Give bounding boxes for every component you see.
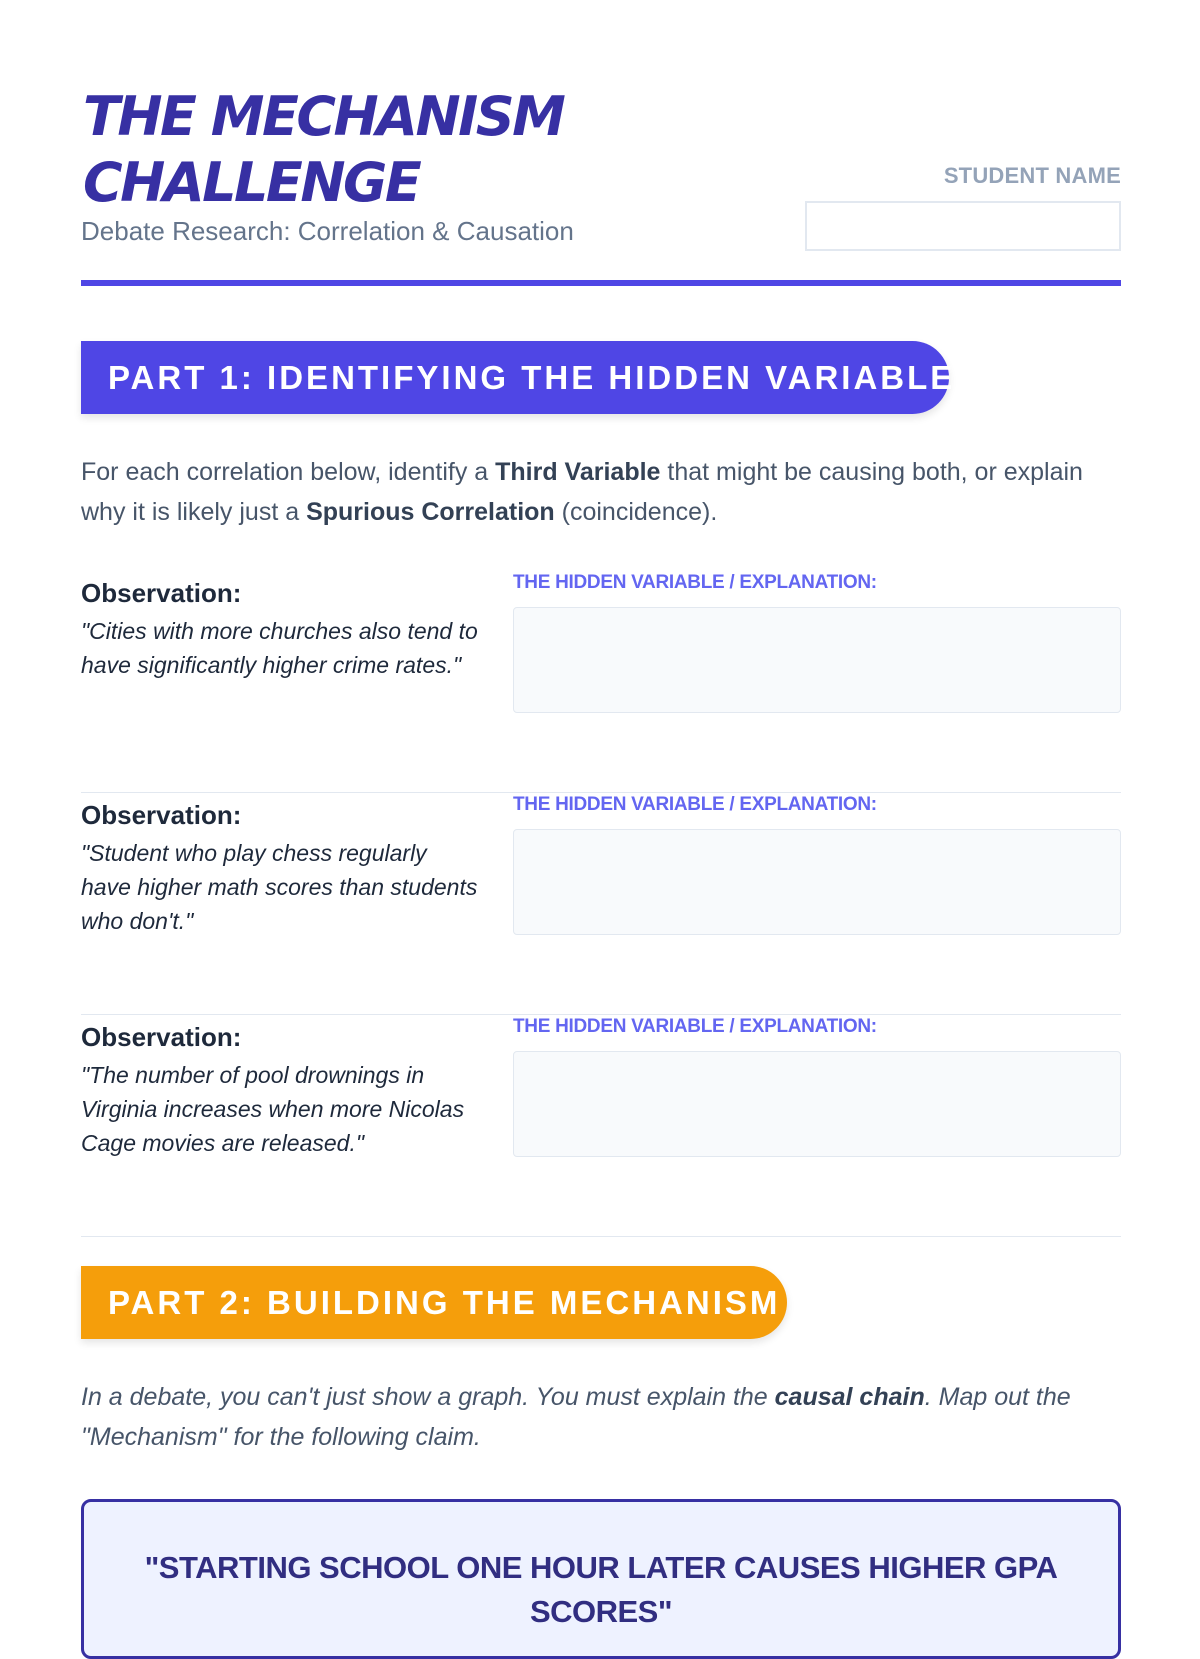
- observation-row: [81, 1014, 1121, 1237]
- hidden-variable-answer-field[interactable]: [513, 1051, 1121, 1157]
- part1-intro: [81, 452, 1121, 532]
- part2-heading: PART 2: BUILDING THE MECHANISM: [81, 1266, 787, 1339]
- claim-box: [81, 1499, 1121, 1659]
- observation-label: Observation:: [81, 800, 242, 830]
- intro-text: that might be causing both, or explain why it is likely just a: [81, 458, 1083, 526]
- hidden-variable-answer-field[interactable]: [513, 829, 1121, 935]
- part1-heading: PART 1: IDENTIFYING THE HIDDEN VARIABLE: [81, 341, 949, 414]
- hidden-variable-answer-field[interactable]: [513, 607, 1121, 713]
- page-title: THE MECHANISM CHALLENGE: [83, 85, 564, 214]
- hidden-variable-label: THE HIDDEN VARIABLE / EXPLANATION:: [513, 794, 877, 815]
- page-subtitle: Debate Research: Correlation & Causation: [81, 216, 574, 246]
- worksheet-page: [81, 0, 1121, 1629]
- instruction-emphasis: causal chain: [774, 1383, 925, 1411]
- worksheet-header: [81, 0, 1121, 286]
- observation-quote: "Student who play chess regularly have higher math scores than students who don't.": [81, 840, 478, 934]
- part2-instruction: [81, 1377, 1121, 1457]
- instruction-text: . Map out the "Mechanism" for the following claim.: [81, 1383, 1071, 1451]
- claim-text: "STARTING SCHOOL ONE HOUR LATER CAUSES HIGHER GPA SCORES": [144, 1550, 1058, 1629]
- observation-label: Observation:: [81, 578, 242, 608]
- intro-text: (coincidence).: [554, 498, 718, 526]
- student-name-label: STUDENT NAME: [943, 163, 1121, 188]
- header-divider: [81, 280, 1121, 286]
- observation-row: [81, 792, 1121, 1015]
- student-name-field[interactable]: [805, 201, 1121, 251]
- observation-quote: "The number of pool drownings in Virginia increases when more Nicolas Cage movies are released.": [81, 1062, 465, 1156]
- intro-emphasis: Third Variable: [495, 458, 661, 486]
- observation-quote: "Cities with more churches also tend to have significantly higher crime rates.": [81, 618, 478, 678]
- observation-row: [81, 570, 1121, 793]
- observation-label: Observation:: [81, 1022, 242, 1052]
- instruction-text: In a debate, you can't just show a graph. You must explain the: [81, 1383, 775, 1411]
- intro-text: For each correlation below, identify a: [81, 458, 496, 486]
- hidden-variable-label: THE HIDDEN VARIABLE / EXPLANATION:: [513, 572, 877, 593]
- intro-emphasis: Spurious Correlation: [306, 498, 555, 526]
- hidden-variable-label: THE HIDDEN VARIABLE / EXPLANATION:: [513, 1016, 877, 1037]
